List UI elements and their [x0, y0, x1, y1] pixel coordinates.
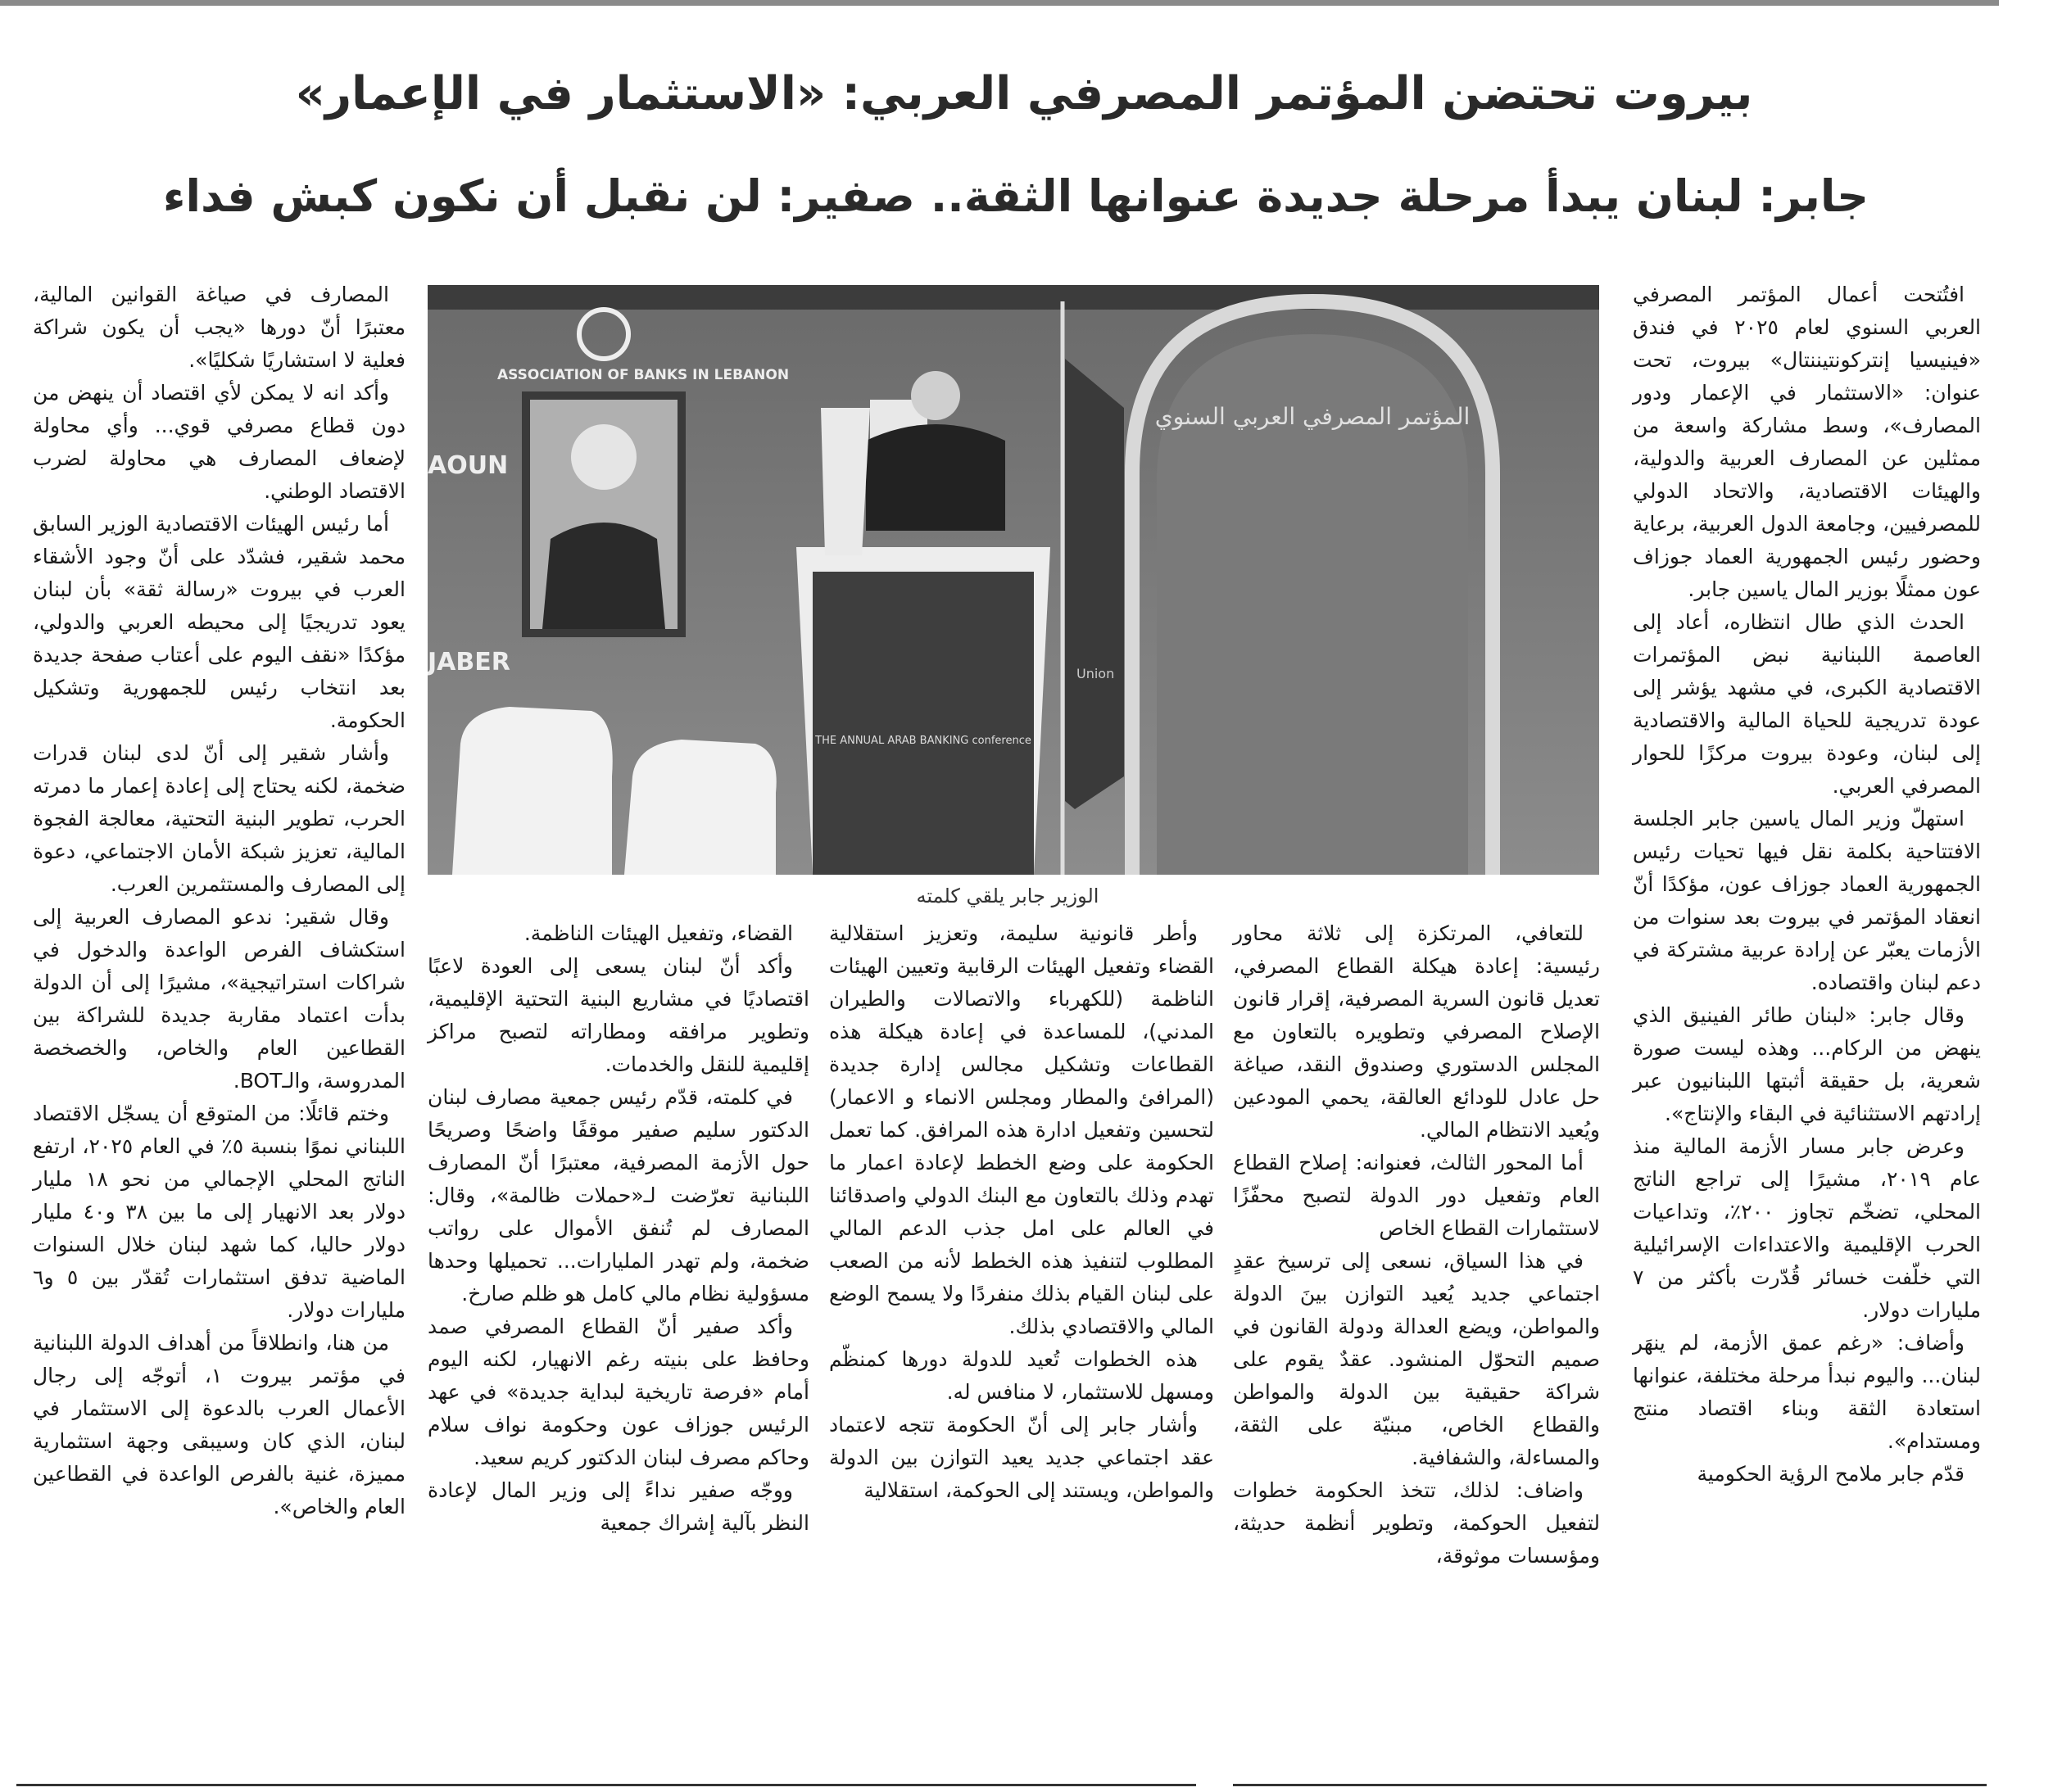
conference-scene-image: [428, 285, 1599, 875]
paragraph: وأكد انه لا يمكن لأي اقتصاد أن ينهض من دون قطاع مصرفي قوي... وأي محاولة لإضعاف المصارف هي محاولة لضرب الاقتصاد الوطني.: [33, 381, 406, 503]
bottom-rule: [16, 1784, 1196, 1786]
paragraph: وقال شقير: ندعو المصارف العربية إلى استكشاف الفرص الواعدة والدخول في شراكات استراتيجية»، مشيرًا إلى أن الدولة بدأت اعتماد مقاربة جديدة للشراكة بين القطاعين العام والخاص، والخصخصة المدروسة، والـBOT.: [33, 905, 406, 1093]
paragraph: في هذا السياق، نسعى إلى ترسيخ عقدٍ اجتماعي جديد يُعيد التوازن بينَ الدولة والمواطن، ويضع العدالة ودولة القانون في صميم التحوّل المنشود. عقدٌ يقوم على شراكة حقيقية بين الدولة والمواطن والقطاع الخاص، مبنيّة على الثقة، والمساءلة، والشفافية.: [1233, 1249, 1600, 1469]
paragraph: وقال جابر: «لبنان طائر الفينيق الذي ينهض من الركام... وهذه ليست صورة شعرية، بل حقيقة أثبتها اللبنانيون عبر إرادتهم الاستثنائية في البقاء والإنتاج».: [1633, 1003, 1981, 1125]
screen-name-1: AOUN: [428, 451, 509, 480]
top-rule: [0, 0, 1999, 6]
paragraph: أما المحور الثالث، فعنوانه: إصلاح القطاع العام وتفعيل دور الدولة لتصبح محفّزًا لاستثمارات القطاع الخاص: [1233, 1151, 1600, 1240]
photo-caption: الوزير جابر يلقي كلمته: [916, 885, 1099, 907]
paragraph: وعرض جابر مسار الأزمة المالية منذ عام ٢٠١٩، مشيرًا إلى تراجع الناتج المحلي، تضخّم تجاوز ٢٠٠٪، وتداعيات الحرب الإقليمية والاعتداءات الإسرائيلية التي خلّفت خسائر قُدّرت بأكثر من ٧ مليارات دولار.: [1633, 1134, 1982, 1322]
paragraph: وأطر قانونية سليمة، وتعزيز استقلالية القضاء وتفعيل الهيئات الرقابية وتعيين الهيئات الناظمة (للكهرباء والاتصالات والطيران المدني)، للمساعدة في إعادة هيكلة هذه القطاعات وتشكيل مجالس إدارة جديدة (المرافئ والمطار ومجلس الانماء و الاعمار) لتحسين وتفعيل ادارة هذه المرافق. كما تعمل الحكومة على وضع الخطط لإعادة اعمار ما تهدم وذلك بالتعاون مع البنك الدولي واصدقائنا في العالم على امل جذب الدعم المالي المطلوب لتنفيذ هذه الخطط لأنه من الصعب على لبنان القيام بذلك منفردًا ولا يسمح الوضع المالي والاقتصادي بذلك.: [829, 921, 1214, 1338]
paragraph: وأشار شقير إلى أنّ لدى لبنان قدرات ضخمة، لكنه يحتاج إلى إعادة إعمار ما دمرته الحرب، تطوير البنية التحتية، معالجة الفجوة المالية، تعزيز شبكة الأمان الاجتماعي، دعوة إلى المصارف والمستثمرين العرب.: [33, 741, 406, 896]
paragraph: وأكد صفير أنّ القطاع المصرفي صمد وحافظ على بنيته رغم الانهيار، لكنه اليوم أمام «فرصة تاريخية لبداية جديدة» في عهد الرئيس جوزاف عون وحكومة نواف سلام وحاكم مصرف لبنان الدكتور كريم سعيد.: [428, 1315, 809, 1469]
article-column-4: [428, 917, 809, 1540]
headline-sub: جابر: لبنان يبدأ مرحلة جديدة عنوانها الثقة.. صفير: لن نقبل أن نكون كبش فداء: [162, 170, 1869, 222]
paragraph: هذه الخطوات تُعيد للدولة دورها كمنظّم ومسهل للاستثمار، لا منافس له.: [829, 1347, 1214, 1404]
article-photo: [428, 285, 1599, 875]
paragraph: المصارف في صياغة القوانين المالية، معتبرًا أنّ دورها «يجب أن يكون شراكة فعلية لا استشاريًا شكليًا».: [33, 283, 406, 372]
paragraph: واضاف: لذلك، تتخذ الحكومة خطوات لتفعيل الحوكمة، وتطوير أنظمة حديثة، ومؤسسات موثوقة،: [1233, 1478, 1600, 1568]
screen-name-2: JABER: [428, 648, 510, 677]
paragraph: أما رئيس الهيئات الاقتصادية الوزير السابق محمد شقير، فشدّد على أنّ وجود الأشقاء العرب في بيروت «رسالة ثقة» بأن لبنان يعود تدريجيًا إلى محيطه العربي والدولي، مؤكدًا «نقف اليوم على أعتاب صفحة جديدة بعد انتخاب رئيس للجمهورية وتشكيل الحكومة.: [33, 512, 406, 732]
paragraph: ووجّه صفير نداءً إلى وزير المال لإعادة النظر بآلية إشراك جمعية: [428, 1478, 809, 1535]
paragraph: القضاء، وتفعيل الهيئات الناظمة.: [523, 921, 793, 945]
paragraph: الحدث الذي طال انتظاره، أعاد إلى العاصمة اللبنانية نبض المؤتمرات الاقتصادية الكبرى، في مشهد يؤشر إلى عودة تدريجية للحياة المالية والاقتصادية إلى لبنان، وعودة بيروت مركزًا للحوار المصرفي العربي.: [1633, 610, 1981, 798]
paragraph: وأضاف: «رغم عمق الأزمة، لم ينهَر لبنان... واليوم نبدأ مرحلة مختلفة، عنوانها استعادة الثقة وبناء اقتصاد منتج ومستدام».: [1633, 1331, 1981, 1453]
bottom-rule: [1233, 1784, 1987, 1786]
screen-org-text: ASSOCIATION OF BANKS IN LEBANON: [497, 367, 790, 383]
podium-text: THE ANNUAL ARAB BANKING conference: [815, 735, 1031, 747]
arch-text: المؤتمر المصرفي العربي السنوي: [1154, 403, 1471, 430]
paragraph: استهلّ وزير المال ياسين جابر الجلسة الافتتاحية بكلمة نقل فيها تحيات رئيس الجمهورية العماد جوزاف عون، مؤكدًا أنّ انعقاد المؤتمر في بيروت بعد سنوات من الأزمات يعبّر عن إرادة عربية مشتركة في دعم لبنان واقتصاده.: [1633, 807, 1981, 994]
article-column-5: [33, 278, 406, 1523]
paragraph: في كلمته، قدّم رئيس جمعية مصارف لبنان الدكتور سليم صفير موقفًا واضحًا وصريحًا حول الأزمة المصرفية، معتبرًا أنّ المصارف اللبنانية تعرّضت لـ«حملات ظالمة»، وقال: المصارف لم تُنفق الأموال على رواتب ضخمة، ولم تهدر المليارات... تحميلها وحدها مسؤولية نظام مالي كامل هو ظلم صارخ.: [428, 1085, 809, 1306]
paragraph: للتعافي، المرتكزة إلى ثلاثة محاور رئيسية: إعادة هيكلة القطاع المصرفي، تعديل قانون السرية المصرفية، إقرار قانون الإصلاح المصرفي وتطويره بالتعاون مع المجلس الدستوري وصندوق النقد، صياغة حل عادل للودائع العالقة، يحمي المودعين ويُعيد الانتظام المالي.: [1233, 921, 1600, 1142]
paragraph: من هنا، وانطلاقاً من أهداف الدولة اللبنانية في مؤتمر بيروت ١، أتوجّه إلى رجال الأعمال العرب بالدعوة إلى الاستثمار في لبنان، الذي كان وسيبقى وجهة استثمارية مميزة، غنية بالفرص الواعدة في القطاعين العام والخاص».: [33, 1331, 406, 1518]
headline-main: بيروت تحتضن المؤتمر المصرفي العربي: «الاستثمار في الإعمار»: [295, 67, 1753, 120]
flag-text: Union: [1076, 666, 1115, 681]
paragraph: وختم قائلًا: من المتوقع أن يسجّل الاقتصاد اللبناني نموًا بنسبة ٥٪ في العام ٢٠٢٥، ارتفع الناتج المحلي الإجمالي من نحو ١٨ مليار دولار بعد الانهيار إلى ما بين ٣٨ و٤٠ مليار دولار حاليا، كما شهد لبنان خلال السنوات الماضية تدفق استثمارات تُقدّر بين ٥ و٦ مليارات دولار.: [33, 1102, 406, 1322]
article-column-1: [1633, 278, 1981, 1491]
paragraph: قدّم جابر ملامح الرؤية الحكومية: [1697, 1462, 1965, 1486]
paragraph: وأكد أنّ لبنان يسعى إلى العودة لاعبًا اقتصاديًا في مشاريع البنية التحتية الإقليمية، وتطوير مرافقه ومطاراته لتصبح مراكز إقليمية للنقل والخدمات.: [428, 954, 809, 1076]
paragraph: وأشار جابر إلى أنّ الحكومة تتجه لاعتماد عقد اجتماعي جديد يعيد التوازن بين الدولة والمواطن، ويستند إلى الحوكمة، استقلالية: [829, 1413, 1214, 1502]
paragraph: افتُتحت أعمال المؤتمر المصرفي العربي السنوي لعام ٢٠٢٥ في فندق «فينيسيا إنتركونتيننتال» بيروت، تحت عنوان: «الاستثمار في الإعمار ودور المصارف»، وسط مشاركة واسعة من ممثلين عن المصارف العربية والدولية، والهيئات الاقتصادية، والاتحاد الدولي للمصرفيين، وجامعة الدول العربية، برعاية وحضور رئيس الجمهورية العماد جوزاف عون ممثلًا بوزير المال ياسين جابر.: [1633, 283, 1982, 601]
article-column-3: [829, 917, 1214, 1507]
article-column-2: [1233, 917, 1600, 1573]
